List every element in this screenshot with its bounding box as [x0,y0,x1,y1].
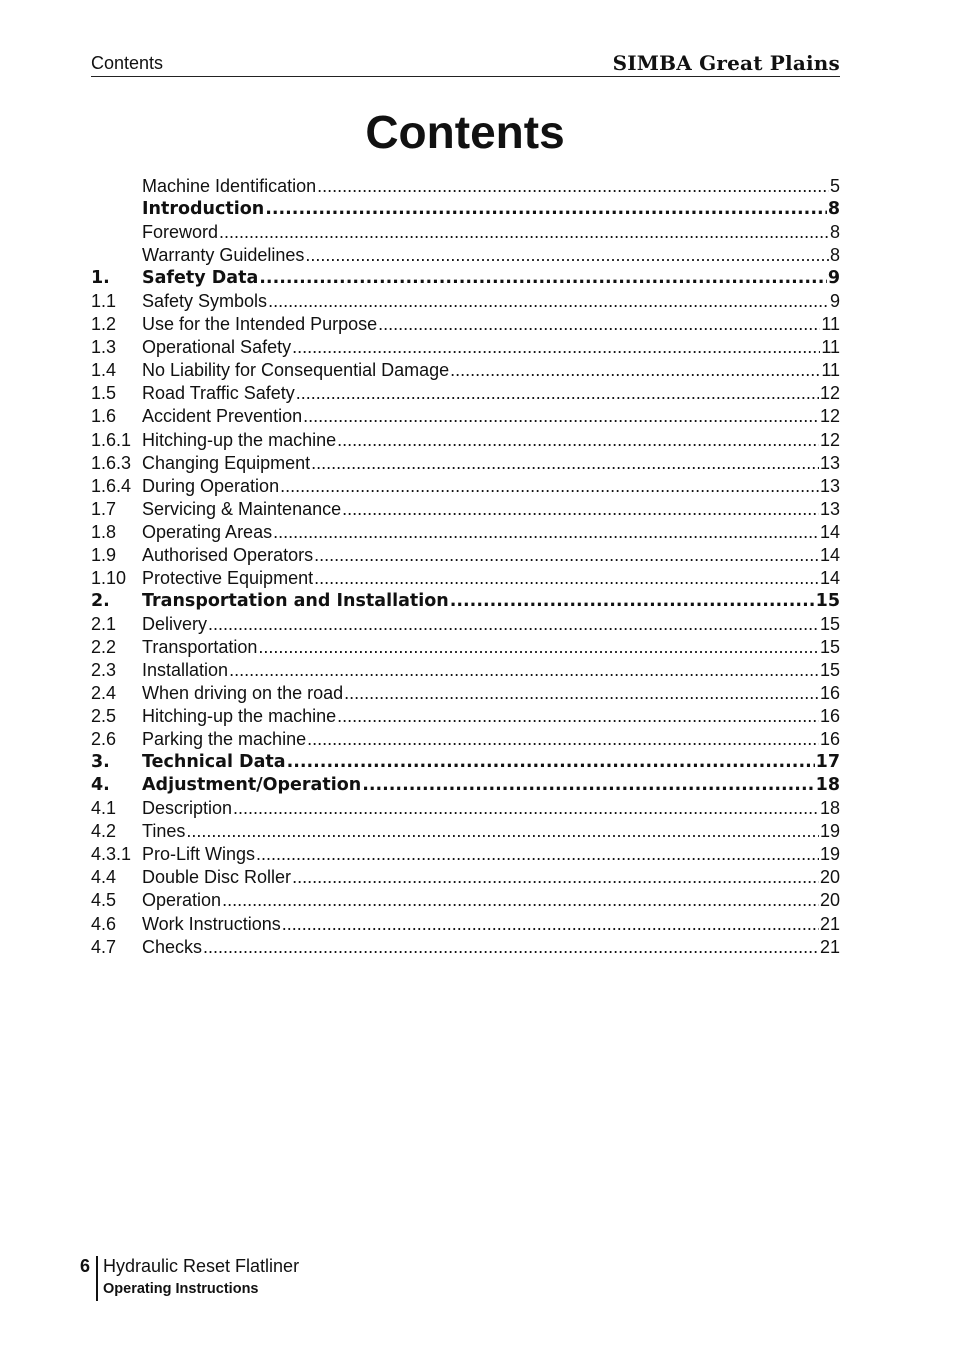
toc-entry-title: Transportation and Installation [142,590,449,611]
toc-entry-page: 19 [819,844,840,865]
toc-entry-page: 9 [829,291,840,312]
toc-entry-page: 15 [819,636,840,657]
toc-dot-leader [258,636,819,659]
toc-entry-number: 1.2 [91,314,117,335]
toc-dot-leader [311,452,819,475]
toc-entry[interactable] [91,866,840,889]
toc-entry-number: 4.2 [91,821,117,842]
toc-entry-title: Checks [142,936,203,957]
header-section-label: Contents [91,53,164,73]
toc-entry-page: 16 [819,683,840,704]
toc-entry-title: Hitching-up the machine [142,706,337,727]
toc-entry[interactable] [91,613,840,636]
toc-entry-title: During Operation [142,475,280,496]
toc-entry-title: Warranty Guidelines [142,245,305,266]
toc-entry[interactable] [91,359,840,382]
toc-entry-title: Accident Prevention [142,406,303,427]
toc-entry-page: 11 [821,337,840,358]
toc-entry[interactable] [91,682,840,705]
toc-entry-page: 20 [819,867,840,888]
toc-entry[interactable] [91,936,840,959]
toc-entry-page: 15 [819,659,840,680]
toc-dot-leader [317,175,829,198]
toc-entry-page: 11 [821,360,840,381]
toc-entry-number: 4.3.1 [91,844,132,865]
toc-entry[interactable] [91,175,840,198]
toc-entry-page: 20 [819,890,840,911]
toc-entry-number: 2.6 [91,729,117,750]
toc-dot-leader [282,913,819,936]
toc-entry-page: 18 [815,775,840,796]
toc-dot-leader [344,682,819,705]
toc-entry-number: 1.4 [91,360,117,381]
toc-dot-leader [233,797,819,820]
toc-entry-page: 11 [821,314,840,335]
toc-entry[interactable] [91,244,840,267]
toc-dot-leader [292,336,820,359]
toc-entry-page: 14 [819,567,840,588]
toc-entry-number: 4. [91,775,110,796]
toc-entry-number: 1.6.4 [91,475,132,496]
toc-dot-leader [296,382,819,405]
toc-entry[interactable] [91,797,840,820]
toc-entry-title: Machine Identification [142,176,317,196]
toc-entry-number: 2.5 [91,706,117,727]
toc-entry-title: Protective Equipment [142,567,314,588]
toc-dot-leader [265,198,827,221]
toc-entry-title: Authorised Operators [142,544,314,565]
toc-entry-page: 12 [819,383,840,404]
toc-entry-number: 1.9 [91,544,117,565]
toc-entry-number: 2. [91,590,110,611]
toc-entry[interactable] [91,498,840,521]
toc-entry[interactable] [91,267,840,290]
toc-dot-leader [268,290,829,313]
toc-entry-number: 4.6 [91,913,117,934]
toc-entry-title: Technical Data [142,752,286,773]
toc-entry[interactable] [91,659,840,682]
toc-entry[interactable] [91,221,840,244]
toc-entry-page: 21 [819,913,840,934]
toc-entry-number: 1.10 [91,567,127,588]
toc-entry-title: Use for the Intended Purpose [142,314,378,335]
toc-dot-leader [337,705,819,728]
toc-entry[interactable] [91,705,840,728]
toc-entry-page: 13 [819,452,840,473]
toc-dot-leader [305,244,829,267]
toc-dot-leader [303,405,819,428]
toc-entry-number: 2.1 [91,613,117,634]
toc-entry-title: Operational Safety [142,337,292,358]
toc-dot-leader [314,544,819,567]
toc-entry-number: 2.2 [91,636,117,657]
toc-entry[interactable] [91,636,840,659]
toc-entry-title: Foreword [142,222,219,243]
toc-entry-number: 1.1 [91,291,117,312]
toc-entry-title: When driving on the road [142,683,344,704]
toc-entry[interactable] [91,521,840,544]
toc-entry-page: 17 [815,752,840,773]
toc-dot-leader [208,613,819,636]
toc-entry[interactable] [91,336,840,359]
toc-entry[interactable] [91,198,840,221]
toc-entry-title: Delivery [142,613,208,634]
toc-entry[interactable] [91,889,840,912]
toc-entry[interactable] [91,290,840,313]
toc-entry-title: Work Instructions [142,913,281,934]
footer-document-type: Operating Instructions [103,1281,259,1297]
toc-entry-page: 14 [819,521,840,542]
toc-entry-page: 15 [815,590,840,611]
toc-entry[interactable] [91,590,840,613]
toc-entry-number: 1.6.3 [91,452,132,473]
toc-entry-page: 13 [819,475,840,496]
toc-entry-page: 16 [819,706,840,727]
toc-entry[interactable] [91,544,840,567]
footer-page-number: 6 [80,1256,91,1276]
toc-entry[interactable] [91,728,840,751]
toc-dot-leader [307,728,819,751]
toc-entry-title: Hitching-up the machine [142,429,337,450]
toc-dot-leader [203,936,819,959]
toc-entry-title: Description [142,798,233,819]
toc-entry-page: 9 [827,268,840,289]
footer-product-name: Hydraulic Reset Flatliner [103,1256,300,1276]
toc-entry-title: Tines [142,821,186,842]
toc-entry-number: 4.1 [91,798,117,819]
toc-entry-number: 1.6.1 [91,429,132,450]
toc-dot-leader [292,866,819,889]
toc-entry-title: Installation [142,659,229,680]
toc-entry-title: No Liability for Consequential Damage [142,360,450,381]
toc-dot-leader [273,521,819,544]
toc-entry-title: Transportation [142,636,258,657]
toc-dot-leader [287,751,815,774]
toc-entry-page: 13 [819,498,840,519]
toc-entry-title: Road Traffic Safety [142,383,295,404]
toc-dot-leader [314,567,819,590]
footer-divider [96,1256,98,1301]
toc-dot-leader [280,475,819,498]
toc-entry[interactable] [91,751,840,774]
toc-entry-page: 18 [819,798,840,819]
toc-dot-leader [450,590,815,613]
toc-entry-title: Pro-Lift Wings [142,844,256,865]
toc-dot-leader [219,221,829,244]
toc-entry-title: Operating Areas [142,521,273,542]
toc-dot-leader [256,843,819,866]
toc-entry-number: 4.7 [91,936,117,957]
toc-entry[interactable] [91,913,840,936]
toc-entry-number: 1.6 [91,406,117,427]
toc-dot-leader [378,313,820,336]
toc-entry-title: Parking the machine [142,729,307,750]
toc-entry-title: Safety Data [142,268,259,289]
toc-entry-page: 8 [829,245,840,266]
table-of-contents [91,175,840,959]
toc-entry-title: Double Disc Roller [142,867,292,888]
toc-entry-title: Operation [142,890,222,911]
toc-entry-number: 1. [91,268,110,289]
toc-entry-page: 19 [819,821,840,842]
page-title: Contents [365,106,565,158]
toc-entry-number: 1.5 [91,383,117,404]
toc-entry-number: 3. [91,752,110,773]
toc-entry-number: 1.3 [91,337,117,358]
toc-entry-page: 14 [819,544,840,565]
toc-entry-title: Safety Symbols [142,291,268,312]
toc-entry-page: 5 [829,176,840,196]
toc-entry-number: 4.4 [91,867,117,888]
toc-entry[interactable] [91,313,840,336]
toc-entry-title: Servicing & Maintenance [142,498,342,519]
toc-dot-leader [362,774,814,797]
toc-entry[interactable] [91,429,840,452]
toc-entry-page: 12 [819,406,840,427]
brand-logo-text: SIMBA Great Plains [612,51,840,75]
toc-dot-leader [259,267,827,290]
toc-entry-page: 8 [827,199,840,220]
toc-entry[interactable] [91,382,840,405]
toc-entry[interactable] [91,475,840,498]
toc-dot-leader [450,359,820,382]
page-header [91,52,840,77]
toc-entry-page: 12 [819,429,840,450]
toc-entry-number: 2.4 [91,683,117,704]
toc-dot-leader [229,659,819,682]
toc-entry-number: 4.5 [91,890,117,911]
toc-entry-page: 21 [819,936,840,957]
toc-entry-number: 1.7 [91,498,117,519]
toc-entry-page: 16 [819,729,840,750]
toc-entry[interactable] [91,774,840,797]
toc-entry[interactable] [91,452,840,475]
toc-entry-number: 1.8 [91,521,117,542]
toc-entry-page: 15 [819,613,840,634]
toc-entry[interactable] [91,820,840,843]
toc-dot-leader [222,889,819,912]
toc-entry-number: 2.3 [91,659,117,680]
toc-entry[interactable] [91,405,840,428]
toc-dot-leader [186,820,819,843]
toc-dot-leader [342,498,819,521]
toc-entry[interactable] [91,567,840,590]
toc-dot-leader [337,429,819,452]
toc-entry-title: Changing Equipment [142,452,311,473]
toc-entry[interactable] [91,843,840,866]
toc-entry-title: Adjustment/Operation [142,775,362,796]
toc-entry-page: 8 [829,222,840,243]
toc-entry-title: Introduction [142,199,265,220]
